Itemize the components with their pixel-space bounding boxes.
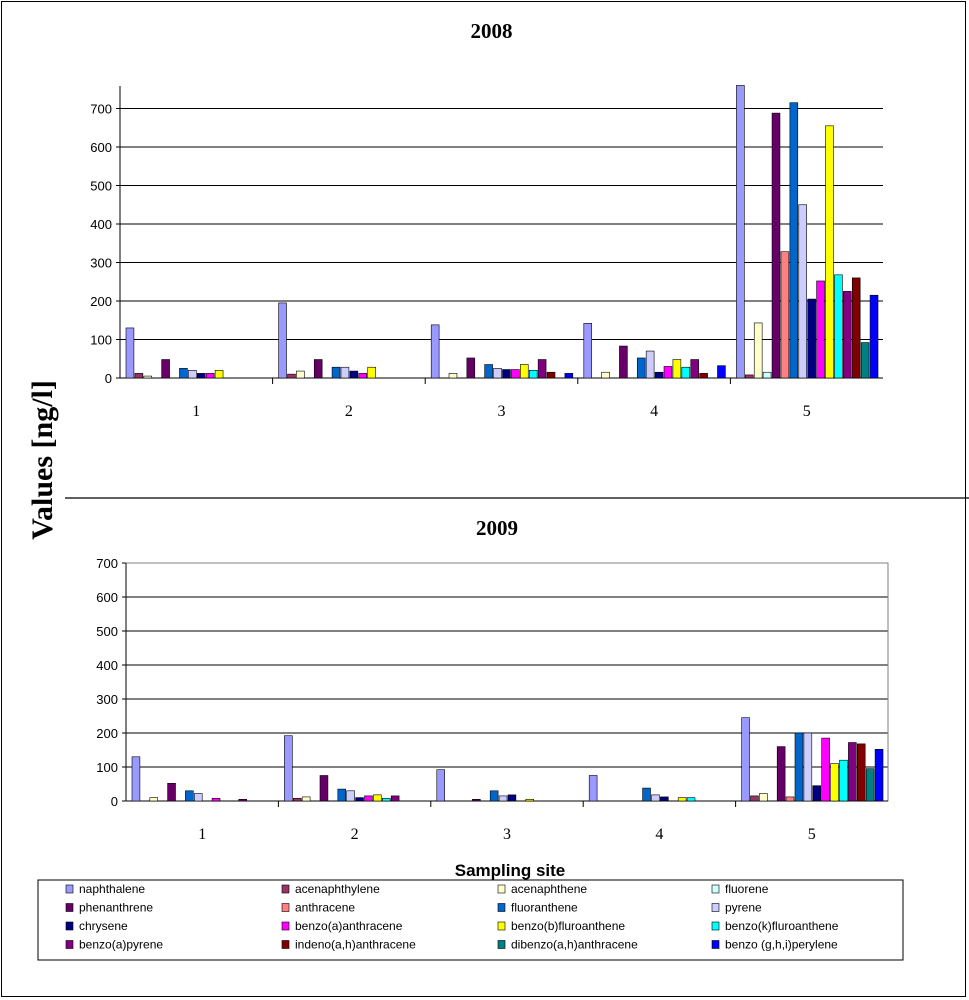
bar-2008-site1-1	[135, 373, 143, 378]
legend-label-7: pyrene	[725, 900, 762, 915]
bar-2008-site5-11	[834, 275, 842, 378]
bar-2008-site4-9	[664, 366, 672, 378]
bar-2009-site1-7	[194, 794, 202, 801]
x-tick-label-2008-5: 5	[802, 403, 811, 420]
legend-label-10: benzo(b)fluroanthene	[511, 919, 626, 933]
bar-2009-site5-13	[857, 744, 865, 801]
y-tick-label-2008-600: 600	[90, 140, 112, 155]
bar-2009-site5-8	[813, 786, 821, 801]
bar-2009-site2-9	[365, 796, 373, 801]
bar-2009-site1-6	[185, 791, 193, 801]
bar-2008-site2-8	[350, 371, 358, 378]
bar-2009-site5-2	[759, 794, 767, 801]
y-axis-label: Values [ng/l]	[26, 380, 59, 540]
bar-2008-site5-0	[736, 85, 744, 378]
bar-2008-site4-10	[673, 360, 681, 378]
bar-2009-site2-4	[320, 776, 328, 802]
legend-swatch-0	[66, 885, 73, 893]
y-tick-label-2009-0: 0	[110, 794, 118, 809]
bar-2008-site5-9	[817, 281, 825, 378]
bar-2008-site3-6	[485, 365, 493, 378]
bar-2008-site4-2	[602, 372, 610, 378]
bar-2008-site4-7	[646, 351, 654, 378]
legend-swatch-12	[66, 941, 73, 949]
legend-label-2: acenaphthene	[511, 882, 588, 896]
bar-2009-site5-4	[777, 747, 785, 801]
y-tick-label-2008-0: 0	[104, 371, 112, 386]
bar-2009-site5-15	[875, 749, 883, 801]
x-tick-label-2009-3: 3	[503, 826, 511, 843]
y-tick-label-2009-300: 300	[96, 692, 118, 707]
legend-label-5: anthracene	[295, 900, 356, 915]
bar-2009-site2-12	[391, 796, 399, 801]
bar-2009-site2-10	[373, 795, 381, 801]
y-tick-label-2008-700: 700	[90, 101, 112, 117]
bar-2008-site2-2	[296, 371, 304, 378]
bar-2009-site5-10	[831, 764, 839, 801]
legend-swatch-2	[498, 885, 505, 893]
bar-2009-site3-0	[437, 770, 445, 801]
legend-swatch-5	[282, 904, 289, 912]
bar-2008-site4-15	[717, 366, 725, 378]
legend-label-1: acenaphthylene	[295, 882, 380, 896]
bar-2009-site4-7	[652, 795, 660, 801]
legend-swatch-7	[712, 904, 719, 912]
bar-2008-site3-4	[467, 358, 475, 378]
bar-2008-site5-5	[781, 252, 789, 378]
bar-2008-site4-13	[700, 373, 708, 378]
y-tick-label-2008-300: 300	[90, 255, 112, 271]
legend-swatch-13	[282, 941, 289, 949]
bar-2008-site2-4	[314, 360, 322, 378]
bar-2008-site5-6	[790, 103, 798, 378]
bar-2008-site5-15	[870, 295, 878, 378]
bar-2009-site5-12	[848, 743, 856, 801]
bar-2008-site4-4	[619, 346, 627, 378]
bar-2008-site3-0	[431, 325, 439, 378]
y-tick-label-2008-100: 100	[90, 332, 112, 348]
bar-2009-site5-1	[751, 796, 759, 801]
x-tick-label-2009-2: 2	[350, 826, 359, 843]
bar-2008-site1-10	[215, 370, 223, 378]
bar-2009-site2-11	[382, 798, 390, 801]
bar-2008-site2-0	[279, 303, 287, 378]
bar-2009-site3-4	[472, 799, 480, 801]
bar-2009-site5-7	[804, 733, 812, 801]
legend-swatch-9	[282, 922, 289, 930]
x-tick-label-2009-1: 1	[198, 826, 207, 843]
bar-2008-site3-8	[503, 370, 511, 378]
bar-2009-site1-4	[168, 783, 176, 801]
y-tick-label-2008-400: 400	[90, 217, 112, 232]
x-tick-label-2008-4: 4	[650, 403, 659, 420]
bar-2008-site2-1	[288, 374, 296, 378]
legend-label-14: dibenzo(a,h)anthracene	[511, 937, 638, 952]
bar-2008-site5-4	[772, 113, 780, 378]
y-tick-label-2009-700: 700	[96, 556, 118, 571]
y-tick-label-2008-500: 500	[90, 178, 112, 194]
legend-swatch-8	[66, 922, 73, 930]
legend-label-13: indeno(a,h)anthracene	[295, 937, 416, 952]
bar-2008-site5-7	[799, 205, 807, 378]
bar-2009-site3-7	[499, 796, 507, 801]
x-tick-label-2008-1: 1	[192, 403, 201, 420]
bar-2009-site5-9	[822, 738, 830, 801]
bar-2009-site1-9	[212, 798, 220, 801]
chart-title-2008: 2008	[470, 19, 513, 43]
legend-label-15: benzo (g,h,i)perylene	[725, 937, 838, 952]
bar-2009-site4-11	[687, 798, 695, 801]
legend-label-8: chrysene	[79, 919, 128, 933]
bar-2008-site5-3	[763, 372, 771, 378]
bar-2008-site5-14	[861, 343, 869, 378]
bar-2009-site1-12	[239, 799, 247, 801]
bar-2009-site1-2	[150, 798, 158, 801]
y-tick-label-2009-600: 600	[96, 590, 118, 605]
y-tick-label-2009-100: 100	[96, 760, 118, 775]
bar-2009-site5-0	[742, 718, 750, 801]
bar-2008-site5-12	[843, 291, 851, 378]
legend-label-4: phenanthrene	[79, 900, 154, 915]
bar-2008-site2-6	[332, 367, 340, 378]
bar-2008-site3-15	[565, 373, 573, 378]
bar-2008-site1-9	[206, 373, 214, 378]
legend-label-0: naphthalene	[79, 882, 146, 896]
legend-swatch-11	[712, 922, 719, 930]
bar-2009-site5-11	[840, 760, 848, 801]
y-tick-label-2008-200: 200	[90, 294, 112, 309]
legend-swatch-10	[498, 922, 505, 930]
bar-2008-site1-2	[144, 376, 152, 378]
x-tick-label-2009-4: 4	[655, 826, 664, 843]
legend-label-9: benzo(a)anthracene	[295, 919, 403, 933]
bar-2008-site5-1	[745, 375, 753, 378]
legend-label-6: fluoranthene	[511, 900, 578, 915]
legend-swatch-4	[66, 904, 73, 912]
bar-2008-site3-9	[511, 370, 519, 378]
bar-2008-site5-8	[808, 299, 816, 378]
bar-2008-site5-2	[754, 323, 762, 378]
bar-2009-site5-5	[786, 797, 794, 801]
bar-2008-site1-6	[179, 368, 187, 378]
bar-2009-site1-0	[132, 757, 140, 801]
bar-2008-site3-7	[494, 368, 502, 378]
chart-2008	[90, 19, 883, 420]
bar-2008-site1-8	[197, 373, 205, 378]
bar-2008-site1-7	[188, 370, 196, 378]
bar-2009-site2-0	[284, 736, 292, 801]
legend-swatch-6	[498, 904, 505, 912]
bar-2008-site3-13	[547, 372, 555, 378]
bar-2009-site4-0	[589, 776, 597, 802]
bar-2008-site2-10	[368, 367, 376, 378]
chart-2009	[96, 516, 888, 843]
x-axis-label: Sampling site	[454, 861, 566, 880]
bar-2008-site2-7	[341, 367, 349, 378]
x-tick-label-2009-5: 5	[807, 826, 816, 843]
bar-2008-site4-0	[584, 323, 592, 378]
plot-area-2009	[126, 563, 888, 801]
legend-label-3: fluorene	[725, 882, 769, 896]
bar-2009-site4-8	[660, 797, 668, 801]
bar-2008-site4-11	[682, 367, 690, 378]
legend-label-11: benzo(k)fluroanthene	[725, 919, 839, 933]
bar-2009-site2-6	[338, 789, 346, 801]
bar-2008-site5-13	[852, 278, 860, 378]
bar-2009-site5-6	[795, 733, 803, 801]
bar-2009-site4-10	[678, 798, 686, 801]
legend-swatch-14	[498, 941, 505, 949]
legend-label-12: benzo(a)pyrene	[79, 937, 164, 952]
bar-2008-site1-0	[126, 328, 134, 378]
bar-2008-site4-12	[691, 360, 699, 378]
bar-2009-site2-8	[356, 798, 364, 801]
bar-2009-site3-8	[508, 795, 516, 801]
legend-swatch-1	[282, 885, 289, 893]
bar-2008-site3-2	[449, 373, 457, 378]
bar-2008-site1-4	[162, 360, 170, 378]
bar-2008-site4-8	[655, 372, 663, 378]
x-tick-label-2008-2: 2	[344, 403, 353, 420]
bar-2009-site3-6	[490, 791, 498, 801]
legend-swatch-15	[712, 941, 719, 949]
bar-2009-site4-6	[643, 788, 651, 801]
legend-swatch-3	[712, 885, 719, 893]
y-tick-label-2009-500: 500	[96, 624, 118, 639]
bar-2009-site5-14	[866, 769, 874, 801]
bar-2009-site2-2	[302, 797, 310, 801]
bar-2008-site3-11	[529, 370, 537, 378]
bar-2008-site4-6	[637, 358, 645, 378]
bar-2009-site2-1	[293, 798, 301, 801]
y-tick-label-2009-200: 200	[96, 726, 118, 741]
chart-title-2009: 2009	[476, 516, 518, 540]
bar-2008-site3-10	[520, 365, 528, 378]
bar-2009-site2-7	[347, 791, 355, 801]
bar-2008-site2-9	[359, 373, 367, 378]
y-tick-label-2009-400: 400	[96, 658, 118, 673]
x-tick-label-2008-3: 3	[497, 403, 506, 420]
bar-2008-site3-12	[538, 360, 546, 378]
bar-2009-site3-10	[526, 799, 534, 801]
bar-2008-site5-10	[826, 126, 834, 378]
